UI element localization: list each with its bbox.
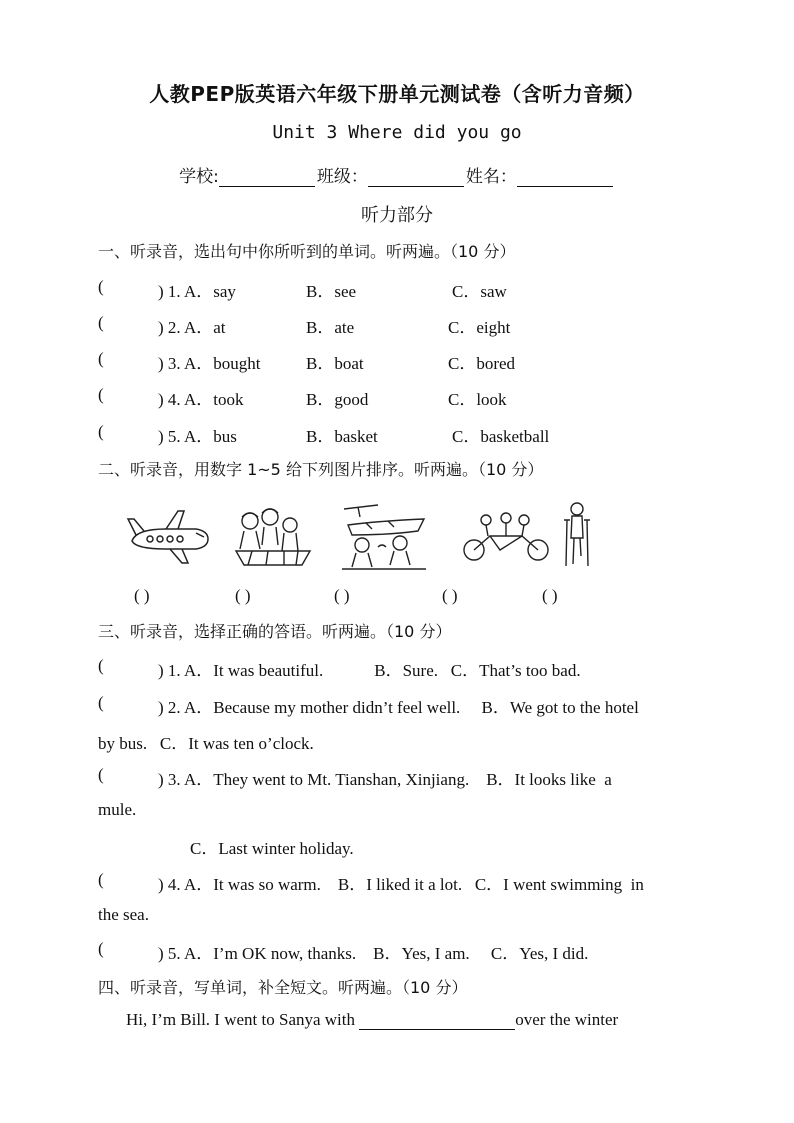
q3-item-2-cont: by bus. C．It was ten o’clock. [98,734,314,753]
q1-option-a: ) 5. A．bus [158,427,237,446]
q1-option-c: C．eight [448,318,511,337]
q1-option-c: C．basketball [452,427,550,446]
picture-answer-paren-5[interactable]: ( ) [542,586,558,605]
q1-option-b: B．boat [306,354,364,373]
q1-option-a: ) 1. A．say [158,282,236,301]
tandem-bike-icon [460,512,552,562]
class-label: 班级： [316,167,368,187]
q1-option-c: C．bored [448,354,516,373]
answer-paren[interactable]: ( [98,656,104,675]
q1-option-b: B．see [306,282,357,301]
crutches-boy-icon [562,500,592,568]
class-blank[interactable] [368,170,464,187]
q1-option-a: ) 2. A．at [158,318,226,337]
q1-item-2 [98,313,511,337]
q3-item-1: ) 1. A．It was beautiful. B．Sure. C．That’s too bad. [158,661,581,680]
boat-people-icon [338,503,430,571]
answer-paren[interactable]: ( [98,422,104,441]
q3-item-5: ) 5. A．I’m OK now, thanks. B．Yes, I am. C．Yes, I did. [158,944,589,963]
q1-option-a: ) 3. A．bought [158,354,261,373]
q1-option-b: B．basket [306,427,378,446]
listening-part-title: 听力部分 [361,205,433,226]
answer-paren[interactable]: ( [98,693,104,712]
document-title: 人教PEP版英语六年级下册单元测试卷（含听力音频） [149,82,645,106]
picnic-icon [232,505,314,569]
q3-item-2: ) 2. A．Because my mother didn’t feel well. B．We got to the hotel [158,698,639,717]
answer-paren[interactable]: ( [98,277,104,296]
q1-item-5 [98,422,550,446]
q1-option-a: ) 4. A．took [158,390,244,409]
passage-text-start: Hi, I’m Bill. I went to Sanya with [126,1010,356,1029]
q3-item-3-option-c: C．Last winter holiday. [190,839,354,858]
q3-item-4: ) 4. A．It was so warm. B．I liked it a lot. C．I went swimming in [158,875,644,894]
passage-line-1 [126,1010,618,1030]
answer-paren[interactable]: ( [98,349,104,368]
q1-option-b: B．good [306,390,369,409]
unit-title: Unit 3 Where did you go [272,122,522,143]
name-label: 姓名： [465,167,517,187]
name-blank[interactable] [517,170,613,187]
picture-answer-paren-2[interactable]: ( ) [235,586,251,605]
q1-option-c: C．saw [452,282,507,301]
q1-option-b: B．ate [306,318,355,337]
picture-answer-paren-1[interactable]: ( ) [134,586,150,605]
q1-item-4 [98,385,507,409]
airplane-icon [126,505,212,565]
section-2-heading: 二、听录音，用数字 1~5 给下列图片排序。听两遍。（10 分） [98,460,544,479]
section-3-heading: 三、听录音，选择正确的答语。听两遍。（10 分） [98,622,452,641]
passage-blank-1[interactable] [359,1014,515,1030]
passage-text-end: over the winter [515,1010,619,1029]
q3-item-3: ) 3. A．They went to Mt. Tianshan, Xinjiang. B．It looks like a [158,770,612,789]
answer-paren[interactable]: ( [98,870,104,889]
section-1-heading: 一、听录音，选出句中你所听到的单词。听两遍。（10 分） [98,242,516,261]
school-label: 学校: [179,167,219,187]
student-info-line [0,162,794,187]
picture-answer-paren-3[interactable]: ( ) [334,586,350,605]
answer-paren[interactable]: ( [98,385,104,404]
school-blank[interactable] [219,170,315,187]
answer-paren[interactable]: ( [98,939,104,958]
q1-item-1 [98,277,507,301]
q3-item-3-cont: mule. [98,800,137,819]
q1-option-c: C．look [448,390,507,409]
answer-paren[interactable]: ( [98,765,104,784]
q1-item-3 [98,349,516,373]
picture-answer-paren-4[interactable]: ( ) [442,586,458,605]
section-4-heading: 四、听录音，写单词，补全短文。听两遍。（10 分） [98,978,468,997]
q3-item-4-cont: the sea. [98,905,149,924]
answer-paren[interactable]: ( [98,313,104,332]
